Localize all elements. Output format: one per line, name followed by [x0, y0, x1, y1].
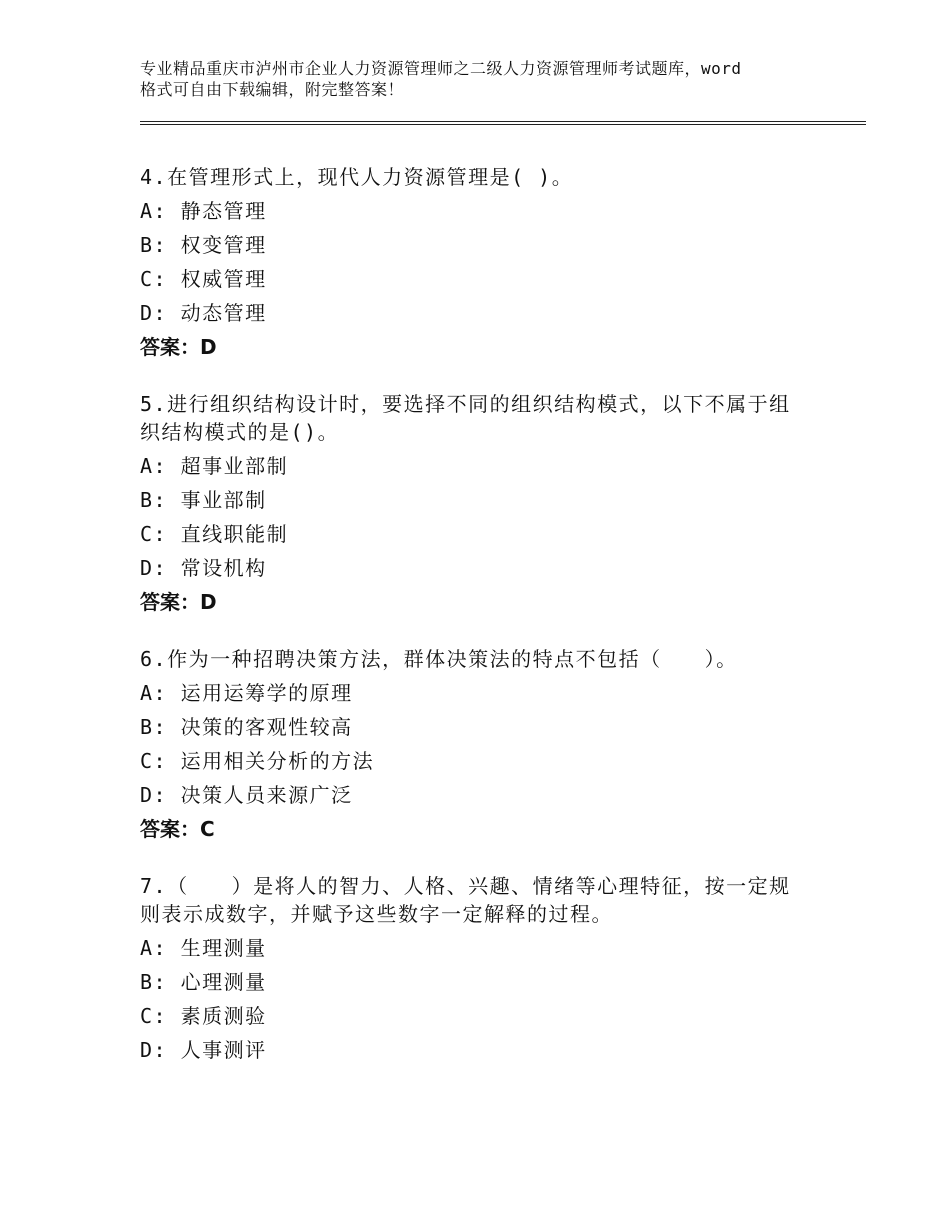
option-d: D: 常设机构 — [140, 556, 267, 580]
question-stem-line-1: 5.进行组织结构设计时，要选择不同的组织结构模式，以下不属于组 — [140, 392, 791, 416]
option-d: D: 动态管理 — [140, 301, 267, 325]
header-line-1: 专业精品重庆市泸州市企业人力资源管理师之二级人力资源管理师考试题库，word — [140, 59, 742, 78]
option-c: C: 运用相关分析的方法 — [140, 749, 375, 773]
question-stem — [140, 390, 820, 446]
document-header — [140, 58, 840, 100]
option-c: C: 素质测验 — [140, 1004, 267, 1028]
question-stem — [140, 872, 820, 928]
question-4 — [140, 163, 820, 361]
question-stem-line-2: 则表示成数字，并赋予这些数字一定解释的过程。 — [140, 902, 613, 926]
answer: 答案：C — [140, 817, 215, 841]
option-a: A: 运用运筹学的原理 — [140, 681, 353, 705]
option-a: A: 静态管理 — [140, 199, 267, 223]
option-a: A: 生理测量 — [140, 936, 267, 960]
option-b: B: 权变管理 — [140, 233, 267, 257]
header-line-2: 格式可自由下载编辑，附完整答案！ — [140, 80, 405, 99]
question-stem-line-1: 7.（ ）是将人的智力、人格、兴趣、情绪等心理特征，按一定规 — [140, 874, 791, 898]
header-divider-bottom — [140, 124, 866, 125]
answer: 答案：D — [140, 335, 217, 359]
option-c: C: 权威管理 — [140, 267, 267, 291]
option-d: D: 人事测评 — [140, 1038, 267, 1062]
question-6 — [140, 645, 820, 843]
option-b: B: 事业部制 — [140, 488, 267, 512]
header-divider-top — [140, 121, 866, 122]
option-a: A: 超事业部制 — [140, 454, 289, 478]
question-7 — [140, 872, 820, 1064]
option-b: B: 心理测量 — [140, 970, 267, 994]
question-list — [140, 163, 820, 1093]
question-stem: 6.作为一种招聘决策方法，群体决策法的特点不包括（ ）。 — [140, 647, 738, 671]
option-d: D: 决策人员来源广泛 — [140, 783, 353, 807]
question-stem-line-2: 织结构模式的是()。 — [140, 420, 340, 444]
option-c: C: 直线职能制 — [140, 522, 289, 546]
question-5 — [140, 390, 820, 616]
answer: 答案：D — [140, 590, 217, 614]
option-b: B: 决策的客观性较高 — [140, 715, 353, 739]
question-stem: 4.在管理形式上，现代人力资源管理是( )。 — [140, 165, 574, 189]
